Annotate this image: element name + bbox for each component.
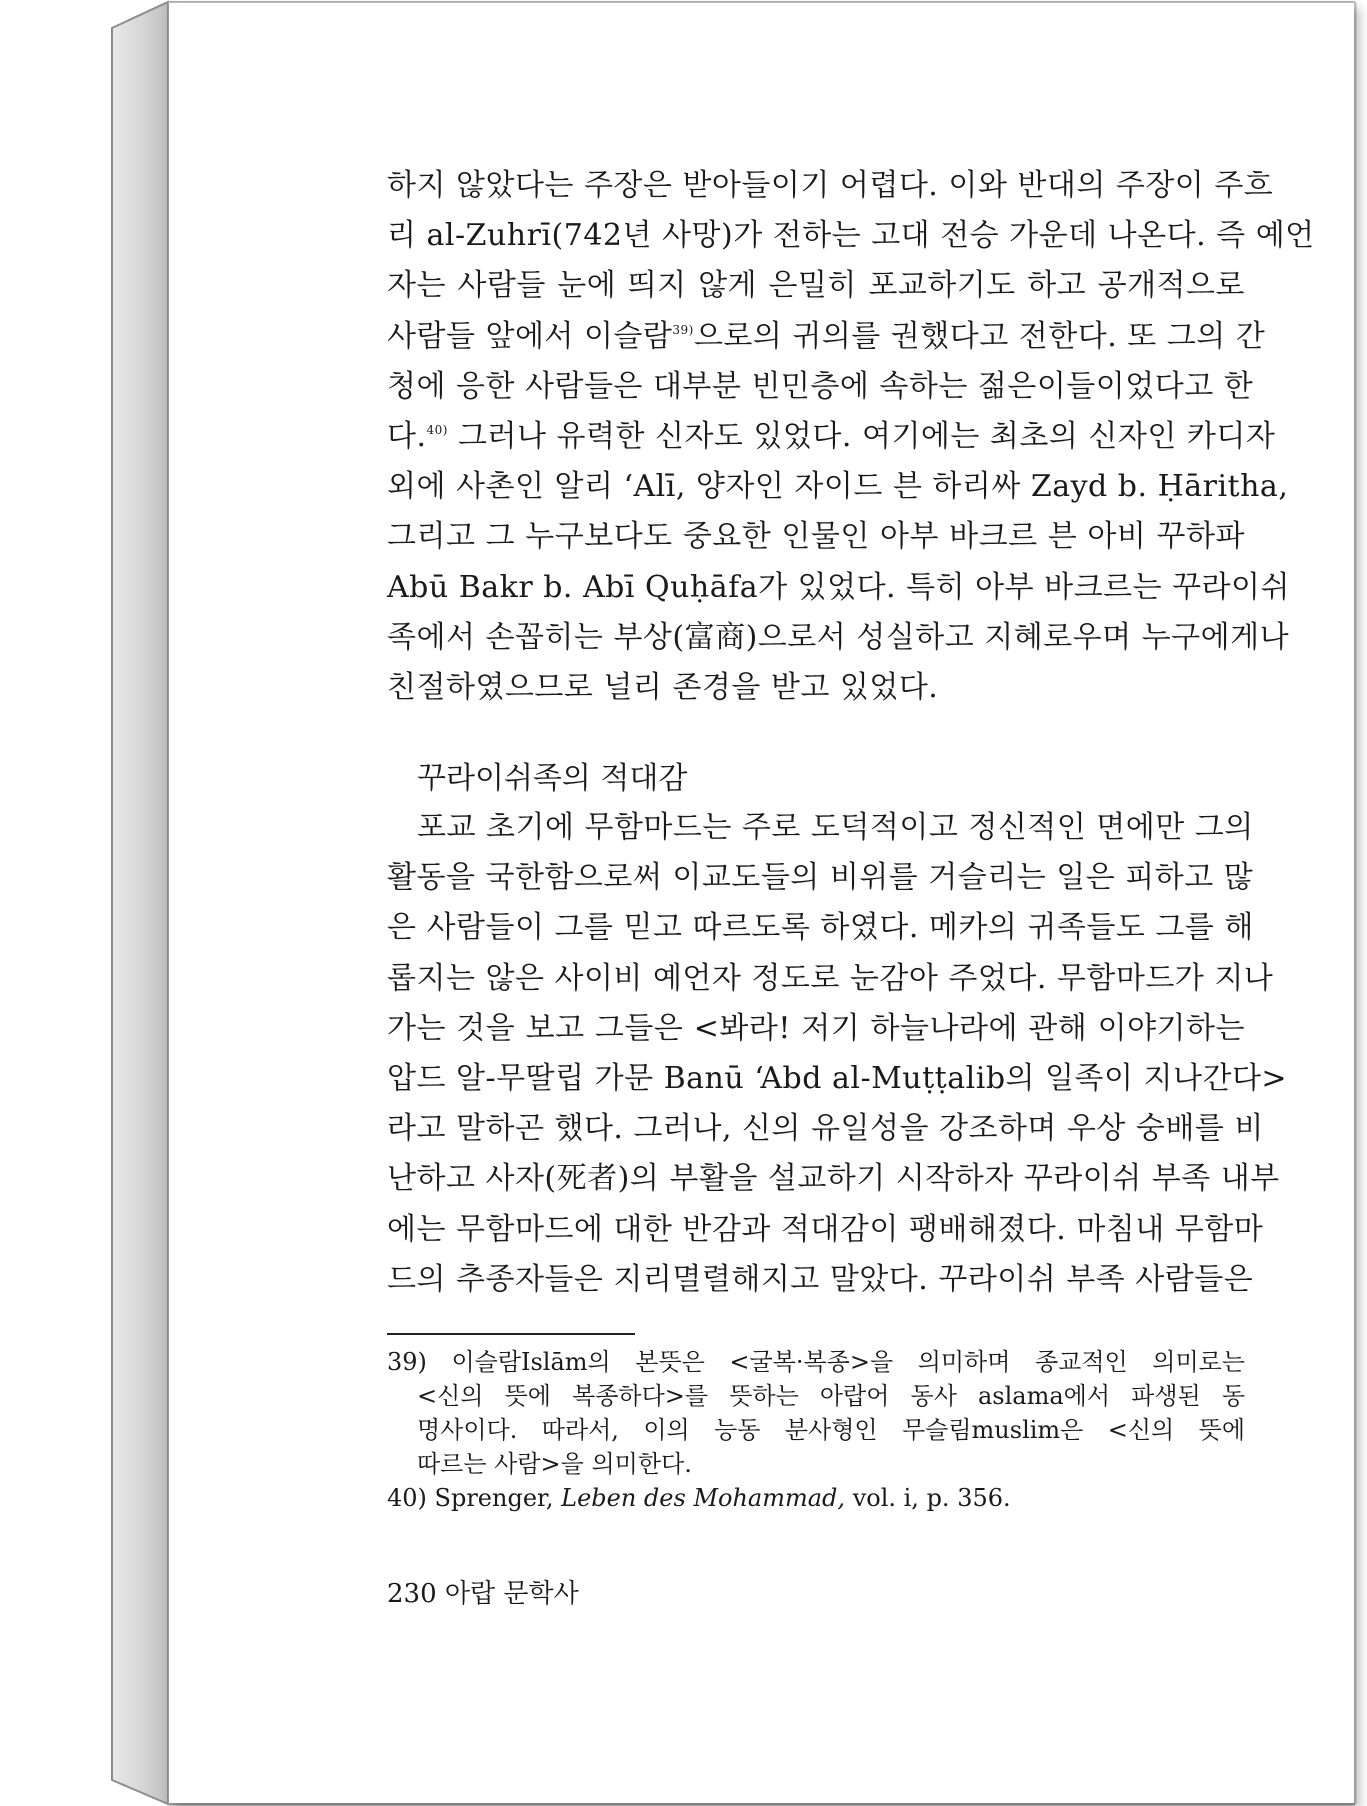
text-line: 그리고 그 누구보다도 중요한 인물인 아부 바크르 븐 아비 꾸하파 [387, 519, 1245, 555]
footnote-39-line: <신의 뜻에 복종하다>를 뜻하는 아랍어 동사 aslama에서 파생된 동 [417, 1382, 1245, 1410]
text-line: 하지 않았다는 주장은 받아들이기 어렵다. 이와 반대의 주장이 주흐 [387, 168, 1274, 203]
footnote-39-line: 명사이다. 따라서, 이의 능동 분사형인 무슬림muslim은 <신의 뜻에 [417, 1416, 1245, 1444]
text-line: 롭지는 않은 사이비 예언자 정도로 눈감아 주었다. 무함마드가 지나 [387, 960, 1274, 996]
footnote-divider [387, 1333, 635, 1335]
footnote-39-line: 39) 이슬람Islām의 본뜻은 <굴복·복종>을 의미하며 종교적인 의미로는 [387, 1348, 1245, 1376]
text-line: 자는 사람들 눈에 띄지 않게 은밀히 포교하기도 하고 공개적으로 [387, 268, 1245, 304]
text-line: 포교 초기에 무함마드는 주로 도덕적이고 정신적인 면에만 그의 [417, 810, 1254, 845]
text-line: 외에 사촌인 알리 ‘Alī, 양자인 자이드 븐 하리싸 Zayd b. Ḥāritha, [387, 469, 1289, 505]
section-heading: 꾸라이쉬족의 적대감 [417, 761, 688, 796]
text-line: 에는 무함마드에 대한 반감과 적대감이 팽배해졌다. 마침내 무함마 [387, 1211, 1264, 1247]
text-line: 가는 것을 보고 그들은 <봐라! 저기 하늘나라에 관해 이야기하는 [387, 1010, 1245, 1046]
footnote-40 [387, 1481, 1245, 1515]
text-line: 활동을 국한함으로써 이교도들의 비위를 거슬리는 일은 피하고 많 [387, 860, 1254, 896]
footnote-40-prefix: 40) Sprenger, [387, 1484, 562, 1512]
text-segment: 그러나 유력한 신자도 있었다. 여기에는 최초의 신자인 카디자 [447, 418, 1276, 454]
text-line: 은 사람들이 그를 믿고 따르도록 하였다. 메카의 귀족들도 그를 해 [387, 910, 1254, 946]
text-line [387, 412, 1276, 462]
text-segment: 으로의 귀의를 권했다고 전한다. 또 그의 간 [693, 318, 1266, 354]
text-line: 리 al-Zuhrī(742년 사망)가 전하는 고대 전승 가운데 나온다. 즉 예언 [387, 218, 1315, 254]
text-line: 압드 알-무딸립 가문 Banū ‘Abd al-Muṭṭalib의 일족이 지나간다> [387, 1060, 1288, 1096]
footnote-39-line: 따르는 사람>을 의미한다. [417, 1450, 692, 1478]
text-line: 드의 추종자들은 지리멸렬해지고 말았다. 꾸라이쉬 부족 사람들은 [387, 1261, 1254, 1297]
paragraph-2 [387, 803, 1288, 1305]
footnote-ref-40[interactable]: 40) [426, 422, 448, 437]
footnote-40-title: Leben des Mohammad, [561, 1484, 846, 1512]
footnote-ref-39[interactable]: 39) [672, 322, 694, 337]
text-line: 친절하였으므로 널리 존경을 받고 있었다. [387, 669, 939, 705]
page-folio: 230 아랍 문학사 [387, 1579, 579, 1609]
text-line [387, 312, 1266, 362]
text-line: Abū Bakr b. Abī Quḥāfa가 있었다. 특히 아부 바크르는 꾸라이쉬 [387, 569, 1290, 605]
footnote-40-suffix: vol. i, p. 356. [845, 1484, 1011, 1512]
text-line: 청에 응한 사람들은 대부분 빈민층에 속하는 젊은이들이었다고 한 [387, 368, 1254, 404]
text-segment: 사람들 앞에서 이슬람 [387, 318, 673, 354]
text-line: 라고 말하곤 했다. 그러나, 신의 유일성을 강조하며 우상 숭배를 비 [387, 1111, 1264, 1147]
footnotes [387, 1345, 1245, 1515]
book-page [168, 2, 1354, 1803]
paragraph-1 [387, 161, 1315, 713]
text-segment: 다. [387, 418, 427, 454]
text-line: 족에서 손꼽히는 부상(富商)으로서 성실하고 지혜로우며 누구에게나 [387, 619, 1290, 655]
text-line: 난하고 사자(死者)의 부활을 설교하기 시작하자 꾸라이쉬 부족 내부 [387, 1161, 1280, 1197]
